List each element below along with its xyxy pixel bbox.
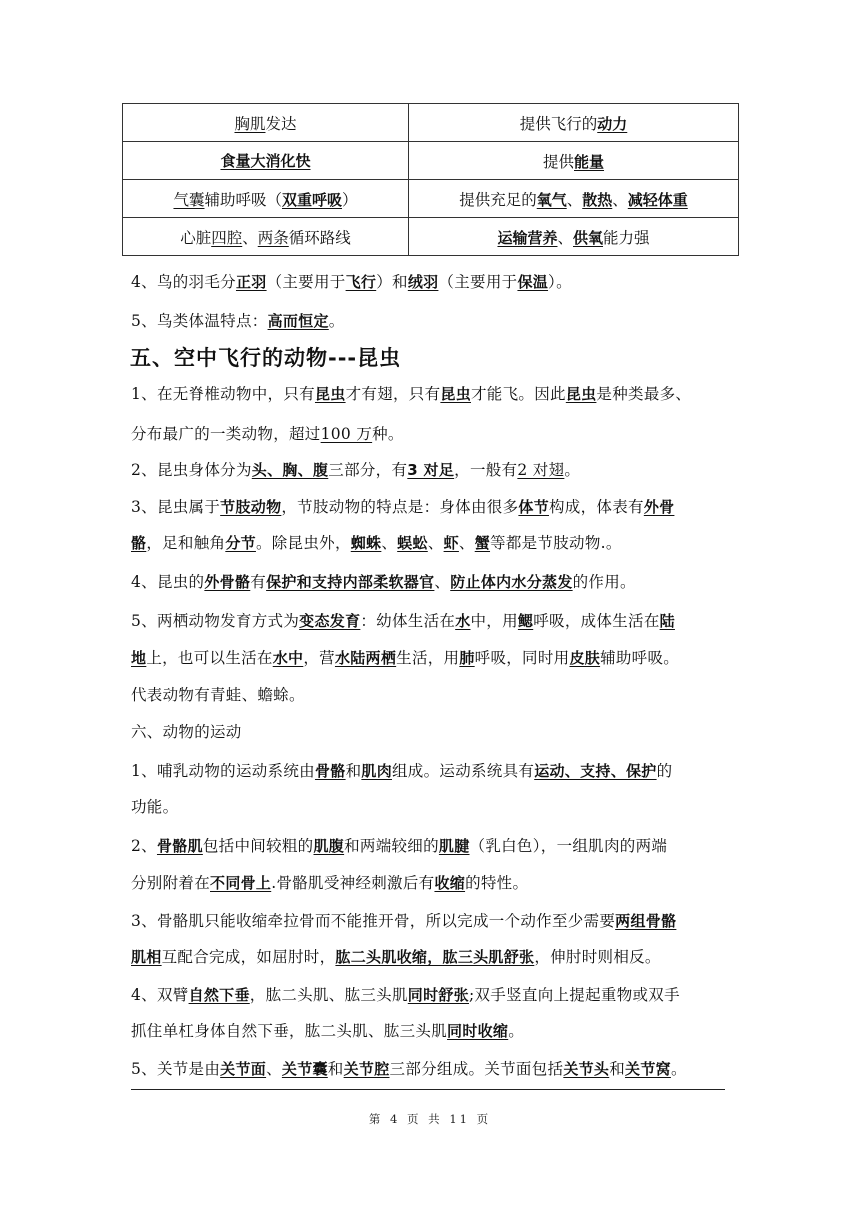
emphasized-term: 鳃 [517,612,534,630]
emphasized-term: 水 [455,612,471,630]
text-line [131,836,736,856]
emphasized-term: 关节头 [563,1060,610,1078]
text-segment: 能力强 [603,228,650,247]
page-number-footer: 第 4 页 共 11 页 [368,1112,492,1126]
emphasized-term: 骼 [131,534,147,552]
emphasized-term: 正羽 [235,273,267,291]
emphasized-term: 3 对足 [407,461,455,479]
emphasized-term: 100 万 [320,425,373,443]
text-segment: 互配合完成，如屈肘时， [161,948,336,966]
text-line [131,384,736,404]
emphasized-term: 陆 [659,612,675,630]
emphasized-term: 肌肉 [361,762,392,780]
text-segment: 代表动物有青蛙、蟾蜍。 [131,686,305,704]
text-line [131,460,736,480]
text-segment: 1、在无脊椎动物中，只有 [131,385,315,403]
emphasized-term: 运动、支持、保护 [534,762,657,780]
text-segment: （主要用于 [438,273,518,291]
emphasized-term: 关节囊 [281,1060,328,1078]
emphasized-term: 肱二头肌收缩，肱三头肌舒张 [335,948,535,966]
emphasized-term: 骨骼肌 [156,837,203,855]
emphasized-term: 动力 [597,114,628,133]
text-line [131,1059,736,1079]
emphasized-term: 高而恒定 [267,312,329,330]
table-row [123,104,739,142]
text-line [131,424,736,444]
text-segment: 、 [566,190,583,209]
table-cell-trait [123,104,409,142]
emphasized-term: 关节窝 [625,1060,671,1078]
text-line [131,311,736,331]
text-segment: 、 [427,534,444,552]
text-segment: 和两端较细的 [344,837,439,855]
footer-divider [131,1089,725,1090]
table-cell-trait [123,180,409,218]
text-segment: 2、 [131,837,157,855]
emphasized-term: 水陆两栖 [334,649,397,667]
text-segment: （乳白色），一组肌肉的两端 [469,837,668,855]
text-segment: 。除昆虫外， [255,534,351,552]
emphasized-term: 肌腹 [313,837,345,855]
emphasized-term: 运输营养 [497,228,558,247]
text-segment: 呼吸，成体生活在 [533,612,660,630]
emphasized-term: 关节面 [220,1060,267,1078]
emphasized-term: 防止体内水分蒸发 [450,573,573,591]
emphasized-term: 保温 [517,273,549,291]
emphasized-term: 绒羽 [407,273,439,291]
text-segment: ，足和触角 [146,534,226,552]
text-segment: 辅助呼吸。 [600,649,680,667]
emphasized-term: 供氧 [573,228,604,247]
text-segment: ） [342,190,358,209]
text-segment: 发达 [265,114,297,133]
text-segment: 、 [557,228,573,247]
emphasized-term: 不同骨上 [210,874,272,892]
text-segment: 5、鸟类体温特点： [131,312,268,330]
text-segment: 、 [266,1060,282,1078]
text-segment: 、 [458,534,475,552]
emphasized-term: 肌腱 [438,837,470,855]
text-line [131,533,736,553]
text-line [131,272,736,292]
text-line [131,572,736,592]
text-segment: ，伸肘时则相反。 [534,948,661,966]
emphasized-term: 昆虫 [440,385,471,403]
emphasized-term: 骨骼 [314,762,346,780]
emphasized-term: 蟹 [474,534,491,552]
emphasized-term: 水中 [272,649,304,667]
text-segment: 、 [612,190,628,209]
emphasized-term: 同时舒张 [407,986,469,1004]
table-cell-trait [123,218,409,256]
text-segment: 是种类最多、 [596,385,692,403]
text-segment: 和 [327,1060,344,1078]
text-segment: 提供充足的 [459,190,537,209]
table-cell-function [409,142,739,180]
text-segment: ，肱二头肌、肱三头肌 [249,986,408,1004]
text-segment: 的 [656,762,673,780]
text-segment: 三部分组成。关节面包括 [389,1060,564,1078]
emphasized-term: 外骨 [643,498,675,516]
emphasized-term: 分节 [225,534,256,552]
emphasized-term: 昆虫 [314,385,346,403]
text-segment: 中，用 [470,612,518,630]
text-segment: 种。 [372,425,404,443]
text-line [131,648,736,668]
emphasized-term: 头、胸、腹 [251,461,329,479]
emphasized-term: 食量大消化快 [220,152,311,170]
text-segment: 构成，体表有 [549,498,644,516]
table-cell-function [409,218,739,256]
text-line [131,947,736,967]
emphasized-term: 昆虫 [565,385,597,403]
text-line [131,985,736,1005]
emphasized-term: 皮肤 [569,649,601,667]
text-segment: 有 [250,573,267,591]
table-cell-function [409,180,739,218]
table-cell-trait [123,142,409,180]
emphasized-term: 同时收缩 [447,1022,509,1040]
text-segment: 分布最广的一类动物，超过 [131,425,321,443]
text-segment: 三部分，有 [328,461,408,479]
emphasized-term: 虾 [443,534,459,552]
emphasized-term: 氧气 [536,190,567,209]
text-segment: ，节肢动物的特点是：身体由很多 [281,498,519,516]
emphasized-term: 四腔 [211,228,243,247]
emphasized-term: 地 [131,649,147,667]
text-segment: ）和 [376,273,408,291]
text-segment: 。 [508,1022,525,1040]
table-row [123,180,739,218]
text-segment: 2、昆虫身体分为 [131,461,252,479]
text-segment: 。 [564,461,581,479]
text-segment: 4、昆虫的 [131,573,205,591]
text-segment: ：幼体生活在 [360,612,456,630]
text-segment: 分别附着在 [131,874,211,892]
emphasized-term: 两条 [257,228,289,247]
text-segment: 上，也可以生活在 [146,649,273,667]
text-line [131,761,736,781]
emphasized-term: 蜈蚣 [397,534,428,552]
text-segment: 3、昆虫属于 [131,498,221,516]
text-line [131,722,736,742]
text-segment: .骨骼肌受神经刺激后有 [271,874,435,892]
emphasized-term: 2 对翅 [517,461,565,479]
emphasized-term: 两组骨骼 [615,912,677,930]
text-segment: 才有翅，只有 [345,385,441,403]
text-segment: 、 [242,228,258,247]
table-row [123,218,739,256]
text-segment: 。 [670,1060,687,1078]
text-segment: 的作用。 [572,573,636,591]
text-line [131,611,736,631]
emphasized-term: 飞行 [345,273,377,291]
emphasized-term: 双重呼吸 [282,190,343,209]
text-segment: ;双手竖直向上提起重物或双手 [468,986,680,1004]
emphasized-term: 气囊 [173,190,205,209]
text-segment: 、 [381,534,398,552]
emphasized-term: 肺 [459,649,475,667]
emphasized-term: 蜘蛛 [350,534,382,552]
text-line [131,1021,736,1041]
text-segment: ）。 [548,273,572,291]
text-segment: 5、两栖动物发育方式为 [131,612,300,630]
text-segment: 包括中间较粗的 [202,837,314,855]
emphasized-term: 关节腔 [343,1060,390,1078]
emphasized-term: 保护和支持内部柔软器官 [266,573,435,591]
emphasized-term: 能量 [574,152,605,171]
text-segment: 、 [434,573,451,591]
text-segment: 等都是节肢动物.。 [490,534,622,552]
table-cell-function [409,104,739,142]
emphasized-term: 变态发育 [299,612,361,630]
text-line [131,497,736,517]
bird-traits-table [122,103,739,256]
text-segment: 抓住单杠身体自然下垂，肱二头肌、肱三头肌 [131,1022,448,1040]
text-segment: 5、关节是由 [131,1060,221,1078]
emphasized-term: 减轻体重 [627,190,688,209]
emphasized-term: 胸肌 [234,114,266,133]
emphasized-term: 外骨骼 [204,573,251,591]
emphasized-term: 肌相 [131,948,162,966]
text-segment: 。 [328,312,345,330]
text-segment: 提供飞行的 [519,114,598,133]
emphasized-term: 收缩 [434,874,466,892]
text-line [131,797,736,817]
text-segment: 六、动物的运动 [131,723,242,741]
text-segment: 呼吸，同时用 [474,649,570,667]
text-segment: 4、鸟的羽毛分 [131,273,236,291]
text-segment: 的特性。 [465,874,529,892]
text-segment: 组成。运动系统具有 [392,762,535,780]
emphasized-term: 节肢动物 [220,498,282,516]
table-row [123,142,739,180]
text-segment: ，营 [303,649,335,667]
text-segment: 心脏 [180,228,212,247]
text-segment: （主要用于 [266,273,346,291]
text-segment: 4、双臂 [131,986,189,1004]
text-line [131,873,736,893]
text-segment: 辅助呼吸（ [204,190,282,209]
text-line [131,685,736,705]
text-segment: 3、骨骼肌只能收缩牵拉骨而不能推开骨，所以完成一个动作至少需要 [131,912,616,930]
text-segment: 功能。 [131,798,179,816]
text-segment: 和 [345,762,362,780]
text-line [131,911,736,931]
text-segment: 1、哺乳动物的运动系统由 [131,762,315,780]
text-segment: 循环路线 [288,228,351,247]
emphasized-term: 自然下垂 [188,986,250,1004]
section-heading: 五、空中飞行的动物---昆虫 [130,346,402,370]
text-segment: 和 [609,1060,626,1078]
emphasized-term: 体节 [518,498,549,516]
text-segment: 提供 [542,152,574,171]
emphasized-term: 散热 [582,190,613,209]
text-segment: ，一般有 [454,461,518,479]
text-segment: 生活，用 [396,649,460,667]
text-segment: 才能飞。因此 [471,385,566,403]
bird-traits-table-body [123,104,739,256]
